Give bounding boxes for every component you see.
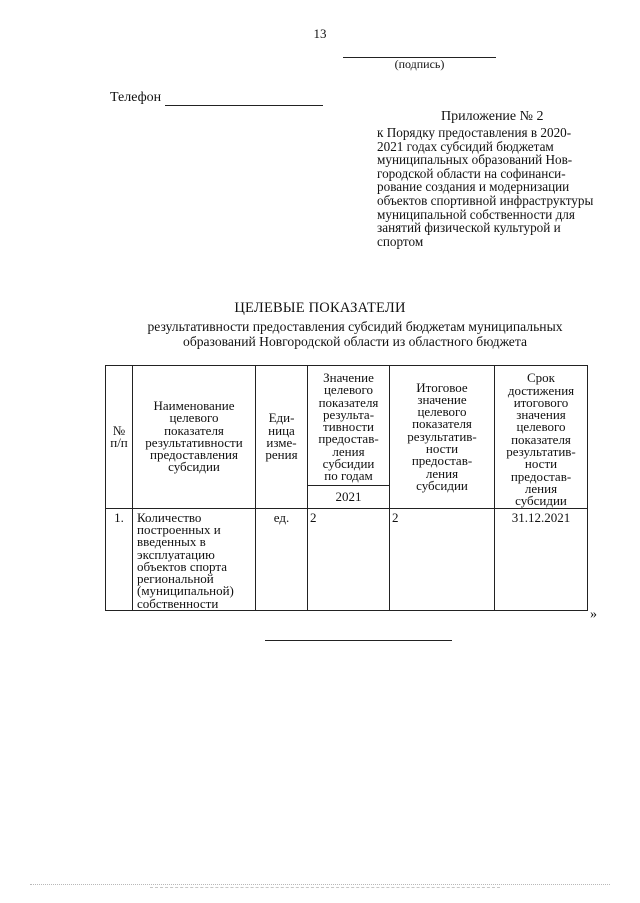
subtitle-line: образований Новгородской области из областного бюджета xyxy=(183,333,527,349)
header-name: Наименование целевого показателя результативности предоставления субсидии xyxy=(133,366,256,509)
appendix-line: занятий физической культурой и xyxy=(377,220,561,236)
subtitle-line: результативности предоставления субсидий бюджетам муниципальных xyxy=(147,319,563,334)
appendix-reference xyxy=(377,126,605,248)
phone-field xyxy=(110,90,323,106)
appendix-line: муниципальных образований Нов- xyxy=(377,152,573,168)
header-num: № п/п xyxy=(106,366,133,509)
end-separator-line xyxy=(265,640,452,641)
header-unit: Еди- ница изме- рения xyxy=(256,366,308,509)
indicators-table xyxy=(105,365,588,611)
row-unit: ед. xyxy=(256,508,308,610)
row-deadline: 31.12.2021 xyxy=(495,508,588,610)
appendix-line: объектов спортивной инфраструктуры xyxy=(377,192,594,208)
scan-artifact-line xyxy=(150,887,500,888)
phone-label: Телефон xyxy=(110,90,162,105)
appendix-line: рование создания и модернизации xyxy=(377,179,570,195)
appendix-title: Приложение № 2 xyxy=(441,109,544,124)
appendix-line: к Порядку предоставления в 2020- xyxy=(377,125,572,140)
document-title: ЦЕЛЕВЫЕ ПОКАЗАТЕЛИ xyxy=(234,300,406,316)
appendix-line: городской области на софинанси- xyxy=(377,165,566,181)
header-year-2021: 2021 xyxy=(308,485,390,508)
document-subtitle xyxy=(120,320,590,349)
header-value-by-years: Значение целевого показателя результа- тивности предостав- ления субсидии по годам xyxy=(308,366,390,486)
appendix-line: 2021 годах субсидий бюджетам xyxy=(377,138,554,154)
row-value-2021: 2 xyxy=(308,508,390,610)
scan-artifact-line xyxy=(30,884,610,885)
phone-blank-line xyxy=(165,92,323,106)
row-indicator-name: Количество построенных и введенных в эксплуатацию объектов спорта региональной (муниципальной) собственности xyxy=(133,508,256,610)
header-deadline: Срок достижения итогового значения целевого показателя результатив- ности предостав- ления субсидии xyxy=(495,366,588,509)
page-number: 13 xyxy=(313,26,327,41)
closing-quote: » xyxy=(590,607,597,622)
appendix-line: спортом xyxy=(377,233,424,249)
row-num: 1. xyxy=(106,508,133,610)
header-final-value: Итоговое значение целевого показателя результатив- ности предостав- ления субсидии xyxy=(390,366,495,509)
appendix-line: муниципальной собственности для xyxy=(377,206,575,222)
table-row xyxy=(106,508,588,610)
signature-caption: (подпись) xyxy=(394,57,445,71)
row-final-value: 2 xyxy=(390,508,495,610)
